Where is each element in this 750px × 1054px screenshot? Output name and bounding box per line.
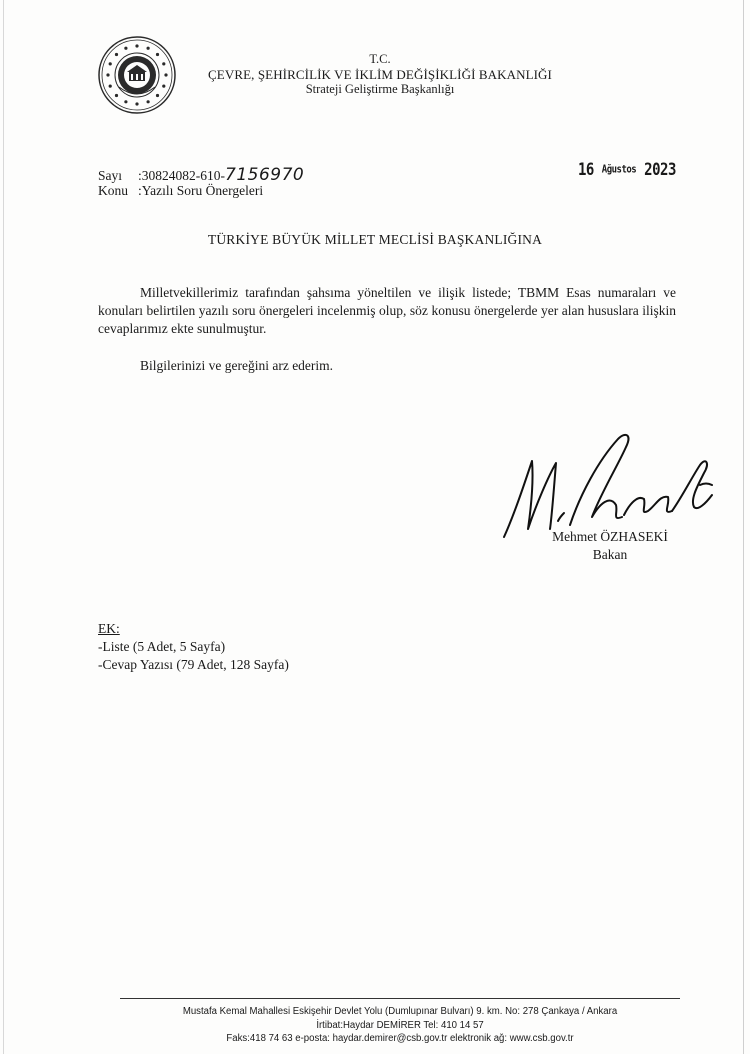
seal-star-icon bbox=[162, 85, 165, 88]
ministry-seal-icon bbox=[97, 35, 177, 115]
attachments-section bbox=[98, 620, 289, 674]
recipient-heading: TÜRKİYE BÜYÜK MİLLET MECLİSİ BAŞKANLIĞINA bbox=[207, 232, 543, 247]
signatory bbox=[540, 528, 680, 564]
attachment-item: -Liste (5 Adet, 5 Sayfa) bbox=[98, 639, 226, 654]
reference-number bbox=[98, 165, 304, 185]
footer bbox=[131, 1005, 669, 1046]
handwritten-signature bbox=[500, 425, 720, 545]
konu-label: Konu bbox=[98, 183, 128, 198]
seal-star-icon bbox=[115, 94, 118, 97]
ministry-name: ÇEVRE, ŞEHİRCİLİK VE İKLİM DEĞİŞİKLİĞİ BAKANLIĞI bbox=[208, 67, 552, 82]
attachments-title: EK: bbox=[98, 621, 120, 636]
date-month: Ağustos bbox=[601, 164, 637, 176]
sayi-label: Sayı bbox=[98, 168, 123, 183]
seal-star-icon bbox=[147, 100, 150, 103]
seal-star-icon bbox=[162, 62, 165, 65]
scan-edge bbox=[743, 0, 744, 1054]
footer-address: Mustafa Kemal Mahallesi Eskişehir Devlet Yolu (Dumlupınar Bulvarı) 9. km. No: 278 Çankaya / Ankara bbox=[182, 1006, 618, 1017]
subject-line bbox=[98, 183, 263, 199]
seal-star-icon bbox=[164, 73, 167, 76]
seal-star-icon bbox=[106, 73, 109, 76]
seal-star-icon bbox=[135, 44, 138, 47]
seal-star-icon bbox=[147, 47, 150, 50]
seal-star-icon bbox=[135, 102, 138, 105]
state-abbreviation: T.C. bbox=[369, 52, 391, 66]
seal-star-icon bbox=[115, 53, 118, 56]
konu-value: :Yazılı Soru Önergeleri bbox=[138, 183, 264, 198]
department-name: Strateji Geliştirme Başkanlığı bbox=[305, 82, 455, 96]
seal-star-icon bbox=[124, 100, 127, 103]
signer-name: Mehmet ÖZHASEKİ bbox=[552, 529, 668, 544]
date-year: 2023 bbox=[644, 160, 676, 180]
scan-edge bbox=[3, 0, 4, 1054]
letterhead bbox=[180, 52, 580, 97]
body-paragraph: Milletvekillerimiz tarafından şahsıma yöneltilen ve ilişik listede; TBMM Esas numaraları ve konuları belirtilen yazılı soru önergeleri incelenmiş olup, söz konusu önergelerde yer alan hususlara ilişkin cevaplarımız ekte sunulmuştur. bbox=[98, 285, 676, 336]
closing-line: Bilgilerinizi ve gereğini arz ederim. bbox=[140, 358, 334, 373]
seal-star-icon bbox=[109, 62, 112, 65]
seal-star-icon bbox=[156, 94, 159, 97]
seal-star-icon bbox=[156, 53, 159, 56]
footer-contact: İrtibat:Haydar DEMİRER Tel: 410 14 57 bbox=[316, 1019, 484, 1031]
sayi-handwritten-number: 7156970 bbox=[225, 165, 305, 185]
footer-divider bbox=[120, 998, 680, 999]
seal-star-icon bbox=[109, 85, 112, 88]
attachment-item: -Cevap Yazısı (79 Adet, 128 Sayfa) bbox=[98, 657, 289, 672]
seal-star-icon bbox=[124, 47, 127, 50]
date-day: 16 bbox=[578, 160, 594, 180]
letter-body bbox=[98, 284, 676, 338]
signer-title: Bakan bbox=[592, 547, 628, 562]
footer-fax-email: Faks:418 74 63 e-posta: haydar.demirer@csb.gov.tr elektronik ağ: www.csb.gov.tr bbox=[226, 1033, 574, 1044]
sayi-value: :30824082-610- bbox=[138, 168, 225, 183]
date-stamp bbox=[578, 160, 676, 179]
